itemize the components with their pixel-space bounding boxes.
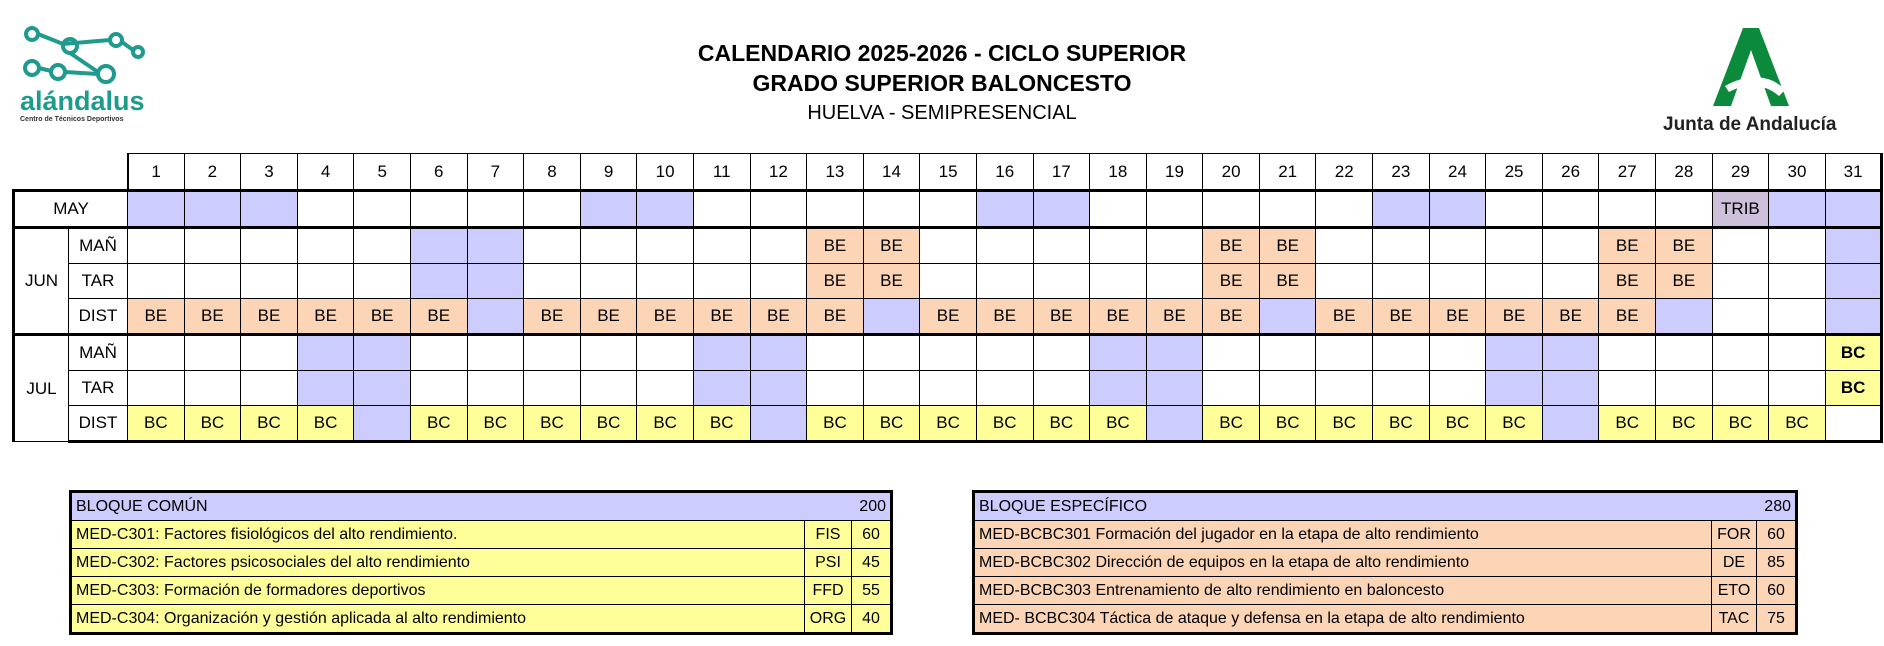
calendar-cell: BC xyxy=(467,406,524,442)
calendar-cell xyxy=(297,371,354,406)
calendar-cell xyxy=(1486,335,1543,371)
calendar-cell xyxy=(128,264,185,299)
calendar-cell xyxy=(1712,264,1769,299)
calendar-cell xyxy=(1033,228,1090,264)
calendar-cell: BC xyxy=(1825,335,1882,371)
page-title xyxy=(0,38,1884,128)
calendar-cell xyxy=(580,335,637,371)
calendar-cell xyxy=(128,335,185,371)
calendar-cell: BE xyxy=(241,299,298,335)
day-header: 23 xyxy=(1373,154,1430,191)
calendar-cell xyxy=(297,191,354,228)
calendar-cell xyxy=(1486,371,1543,406)
calendar-cell xyxy=(1769,299,1826,335)
calendar-cell xyxy=(1656,371,1713,406)
calendar-cell xyxy=(863,371,920,406)
calendar-cell xyxy=(1429,191,1486,228)
day-header: 22 xyxy=(1316,154,1373,191)
calendar-cell: BE xyxy=(1259,228,1316,264)
calendar-cell xyxy=(410,228,467,264)
calendar-cell xyxy=(1259,191,1316,228)
calendar-cell xyxy=(920,335,977,371)
calendar-cell xyxy=(1542,191,1599,228)
legend-bloque-especifico xyxy=(972,490,1798,635)
calendar-cell xyxy=(410,191,467,228)
calendar-cell xyxy=(467,191,524,228)
legend-module-hours: 75 xyxy=(1757,605,1797,634)
day-header: 3 xyxy=(241,154,298,191)
calendar-cell xyxy=(637,191,694,228)
calendar-cell xyxy=(354,191,411,228)
legend-header: BLOQUE ESPECÍFICO xyxy=(974,492,1757,521)
title-line-1: CALENDARIO 2025-2026 - CICLO SUPERIOR xyxy=(697,40,1187,66)
calendar-cell xyxy=(354,228,411,264)
calendar-cell xyxy=(1090,191,1147,228)
calendar-cell xyxy=(1712,299,1769,335)
day-header: 1 xyxy=(128,154,185,191)
calendar-cell xyxy=(1090,371,1147,406)
calendar-cell xyxy=(1769,228,1826,264)
calendar-cell: BC xyxy=(920,406,977,442)
legend-total: 200 xyxy=(852,492,892,521)
calendar-cell xyxy=(1825,406,1882,442)
calendar-cell xyxy=(1373,228,1430,264)
calendar-cell: BC xyxy=(693,406,750,442)
day-header: 10 xyxy=(637,154,694,191)
calendar-cell: BE xyxy=(1090,299,1147,335)
calendar-cell: BE xyxy=(1599,264,1656,299)
calendar-cell xyxy=(241,264,298,299)
calendar-cell xyxy=(1825,299,1882,335)
day-header: 27 xyxy=(1599,154,1656,191)
calendar-cell: BE xyxy=(1373,299,1430,335)
calendar-cell xyxy=(1146,406,1203,442)
calendar-cell xyxy=(637,264,694,299)
calendar-cell: BC xyxy=(1429,406,1486,442)
day-header: 8 xyxy=(524,154,581,191)
calendar-cell xyxy=(1486,264,1543,299)
calendar-cell xyxy=(693,335,750,371)
legend-module-name: MED-C304: Organización y gestión aplicada al alto rendimiento xyxy=(71,605,805,634)
calendar-cell: BE xyxy=(1146,299,1203,335)
title-line-3: HUELVA - SEMIPRESENCIAL xyxy=(807,102,1077,124)
slot-label: DIST xyxy=(69,299,128,335)
day-header: 29 xyxy=(1712,154,1769,191)
legend-module-name: MED-C301: Factores fisiológicos del alto rendimiento. xyxy=(71,521,805,549)
calendar-cell: BC xyxy=(297,406,354,442)
calendar-cell xyxy=(863,299,920,335)
calendar-cell: BE xyxy=(1033,299,1090,335)
legend-module-hours: 60 xyxy=(852,521,892,549)
calendar-cell xyxy=(241,191,298,228)
calendar-cell xyxy=(524,371,581,406)
calendar-cell: BC xyxy=(1373,406,1430,442)
calendar-cell xyxy=(1259,299,1316,335)
slot-label: MAÑ xyxy=(69,228,128,264)
calendar-cell xyxy=(524,264,581,299)
calendar-cell: BE xyxy=(410,299,467,335)
calendar-cell xyxy=(863,191,920,228)
calendar-cell: BE xyxy=(637,299,694,335)
calendar-cell xyxy=(1259,335,1316,371)
calendar-cell xyxy=(750,264,807,299)
calendar-cell: BC xyxy=(637,406,694,442)
calendar-cell xyxy=(1033,335,1090,371)
calendar-cell xyxy=(467,228,524,264)
day-header: 19 xyxy=(1146,154,1203,191)
calendar-cell xyxy=(807,371,864,406)
calendar-cell: BE xyxy=(580,299,637,335)
calendar-cell: BE xyxy=(297,299,354,335)
calendar-cell: BC xyxy=(976,406,1033,442)
calendar-cell xyxy=(1542,228,1599,264)
legend-module-name: MED-BCBC301 Formación del jugador en la etapa de alto rendimiento xyxy=(974,521,1712,549)
calendar-cell xyxy=(637,228,694,264)
month-label: MAY xyxy=(14,191,128,228)
calendar-cell xyxy=(184,228,241,264)
day-header: 7 xyxy=(467,154,524,191)
calendar-cell: BE xyxy=(1486,299,1543,335)
calendar-cell xyxy=(467,264,524,299)
calendar-cell xyxy=(410,264,467,299)
day-header: 24 xyxy=(1429,154,1486,191)
alandalus-brand: alándalus xyxy=(20,86,145,116)
calendar-cell xyxy=(1542,335,1599,371)
calendar-cell: BC xyxy=(1259,406,1316,442)
calendar-cell xyxy=(1316,264,1373,299)
calendar-cell xyxy=(1090,335,1147,371)
calendar-cell: BE xyxy=(184,299,241,335)
calendar-cell xyxy=(807,335,864,371)
calendar-cell xyxy=(184,191,241,228)
calendar-cell xyxy=(976,335,1033,371)
calendar-cell xyxy=(1373,264,1430,299)
calendar-cell xyxy=(976,191,1033,228)
calendar-cell: BE xyxy=(524,299,581,335)
calendar-cell: BC xyxy=(184,406,241,442)
calendar-cell xyxy=(128,228,185,264)
calendar-cell xyxy=(410,371,467,406)
calendar-cell xyxy=(467,371,524,406)
calendar-cell xyxy=(1599,371,1656,406)
calendar-cell: BE xyxy=(863,228,920,264)
calendar-cell xyxy=(1033,264,1090,299)
calendar-cell xyxy=(1486,228,1543,264)
legend-module-hours: 60 xyxy=(1757,577,1797,605)
calendar-cell: BE xyxy=(693,299,750,335)
day-header: 5 xyxy=(354,154,411,191)
calendar-cell: BC xyxy=(128,406,185,442)
calendar-cell xyxy=(580,228,637,264)
legend-module-hours: 45 xyxy=(852,549,892,577)
calendar-cell xyxy=(750,191,807,228)
day-header: 9 xyxy=(580,154,637,191)
calendar-cell xyxy=(1090,228,1147,264)
calendar-cell xyxy=(1033,371,1090,406)
legend-module-code: ETO xyxy=(1712,577,1757,605)
calendar-cell: BE xyxy=(920,299,977,335)
calendar-cell: BC xyxy=(524,406,581,442)
calendar-cell xyxy=(693,371,750,406)
calendar-cell xyxy=(1656,299,1713,335)
calendar-cell xyxy=(1146,335,1203,371)
calendar-cell xyxy=(297,335,354,371)
calendar-cell: BC xyxy=(241,406,298,442)
calendar-cell xyxy=(184,371,241,406)
calendar-cell xyxy=(354,406,411,442)
calendar-cell xyxy=(1259,371,1316,406)
day-header: 17 xyxy=(1033,154,1090,191)
legend-module-name: MED- BCBC304 Táctica de ataque y defensa en la etapa de alto rendimiento xyxy=(974,605,1712,634)
calendar-cell xyxy=(1429,371,1486,406)
calendar-cell: BE xyxy=(1259,264,1316,299)
calendar-cell: BC xyxy=(1825,371,1882,406)
month-label: JUN xyxy=(14,228,69,335)
calendar-cell xyxy=(1316,228,1373,264)
calendar-cell: BE xyxy=(1203,299,1260,335)
legend-module-code: PSI xyxy=(805,549,852,577)
legend-module-hours: 40 xyxy=(852,605,892,634)
calendar-cell: BE xyxy=(128,299,185,335)
calendar-cell: BE xyxy=(1429,299,1486,335)
calendar-cell xyxy=(241,228,298,264)
day-header: 14 xyxy=(863,154,920,191)
calendar-cell xyxy=(1542,406,1599,442)
calendar-cell xyxy=(354,264,411,299)
calendar-cell xyxy=(1542,264,1599,299)
calendar-cell xyxy=(1316,191,1373,228)
calendar-cell xyxy=(1146,228,1203,264)
junta-caption: Junta de Andalucía xyxy=(1663,114,1837,135)
calendar-cell: BC xyxy=(1769,406,1826,442)
calendar-cell xyxy=(750,335,807,371)
calendar-cell: BC xyxy=(580,406,637,442)
calendar-cell xyxy=(1429,264,1486,299)
calendar-cell xyxy=(1373,335,1430,371)
calendar-cell xyxy=(637,371,694,406)
day-header: 25 xyxy=(1486,154,1543,191)
calendar-cell xyxy=(1203,191,1260,228)
calendar-cell xyxy=(1599,191,1656,228)
calendar-cell xyxy=(580,371,637,406)
calendar-cell xyxy=(1769,264,1826,299)
calendar-cell xyxy=(1769,335,1826,371)
calendar-cell xyxy=(693,264,750,299)
calendar-cell xyxy=(1373,371,1430,406)
legend-module-code: DE xyxy=(1712,549,1757,577)
calendar-cell xyxy=(128,191,185,228)
calendar-cell xyxy=(920,191,977,228)
calendar-cell xyxy=(297,264,354,299)
calendar-cell: BC xyxy=(1656,406,1713,442)
calendar-cell: BE xyxy=(807,228,864,264)
calendar-cell xyxy=(1656,335,1713,371)
day-header: 2 xyxy=(184,154,241,191)
calendar-cell xyxy=(580,264,637,299)
calendar-cell: BE xyxy=(354,299,411,335)
calendar-cell xyxy=(1656,191,1713,228)
junta-logo xyxy=(1655,20,1865,140)
calendar-cell: BC xyxy=(1090,406,1147,442)
calendar-cell xyxy=(863,335,920,371)
calendar-cell: BC xyxy=(1486,406,1543,442)
legend-module-name: MED-BCBC303 Entrenamiento de alto rendimiento en baloncesto xyxy=(974,577,1712,605)
day-header: 31 xyxy=(1825,154,1882,191)
calendar-cell: BE xyxy=(1203,264,1260,299)
calendar-cell xyxy=(1203,371,1260,406)
calendar-cell: BE xyxy=(750,299,807,335)
calendar-cell xyxy=(750,228,807,264)
calendar-cell xyxy=(297,228,354,264)
day-header: 18 xyxy=(1090,154,1147,191)
calendar-cell xyxy=(467,299,524,335)
month-label: JUL xyxy=(14,335,69,442)
calendar-cell xyxy=(410,335,467,371)
legend-total: 280 xyxy=(1757,492,1797,521)
legend-module-code: ORG xyxy=(805,605,852,634)
calendar-cell xyxy=(1825,228,1882,264)
slot-label: MAÑ xyxy=(69,335,128,371)
legend-module-hours: 85 xyxy=(1757,549,1797,577)
calendar-cell xyxy=(524,191,581,228)
day-header: 30 xyxy=(1769,154,1826,191)
calendar-cell xyxy=(1486,191,1543,228)
calendar-cell xyxy=(1542,371,1599,406)
calendar-cell: BE xyxy=(1599,299,1656,335)
day-header: 6 xyxy=(410,154,467,191)
calendar-cell xyxy=(184,335,241,371)
calendar-cell: BC xyxy=(410,406,467,442)
calendar-cell xyxy=(976,371,1033,406)
calendar-cell: BC xyxy=(807,406,864,442)
calendar-cell xyxy=(750,371,807,406)
calendar-cell xyxy=(1769,371,1826,406)
legend-bloque-comun xyxy=(69,490,893,635)
legend-module-name: MED-C302: Factores psicosociales del alto rendimiento xyxy=(71,549,805,577)
calendar-cell xyxy=(920,228,977,264)
calendar-cell xyxy=(1090,264,1147,299)
calendar-cell xyxy=(524,228,581,264)
legend-module-code: TAC xyxy=(1712,605,1757,634)
calendar-cell xyxy=(184,264,241,299)
calendar-cell xyxy=(1146,264,1203,299)
day-header: 15 xyxy=(920,154,977,191)
legend-module-hours: 55 xyxy=(852,577,892,605)
slot-label: TAR xyxy=(69,371,128,406)
day-header: 4 xyxy=(297,154,354,191)
legend-module-code: FIS xyxy=(805,521,852,549)
calendar-table xyxy=(12,153,1883,443)
calendar-cell xyxy=(1712,371,1769,406)
calendar-cell xyxy=(580,191,637,228)
calendar-corner xyxy=(14,154,128,191)
calendar-cell xyxy=(920,371,977,406)
calendar-cell: BE xyxy=(976,299,1033,335)
day-header: 26 xyxy=(1542,154,1599,191)
calendar-cell xyxy=(976,228,1033,264)
legend-module-hours: 60 xyxy=(1757,521,1797,549)
legend-module-name: MED-C303: Formación de formadores deportivos xyxy=(71,577,805,605)
calendar-cell xyxy=(1316,335,1373,371)
calendar-cell xyxy=(1203,335,1260,371)
legend-module-code: FOR xyxy=(1712,521,1757,549)
legend-module-name: MED-BCBC302 Dirección de equipos en la etapa de alto rendimiento xyxy=(974,549,1712,577)
day-header: 16 xyxy=(976,154,1033,191)
calendar-cell xyxy=(1712,228,1769,264)
calendar-cell xyxy=(976,264,1033,299)
calendar-cell xyxy=(1825,191,1882,228)
calendar-cell xyxy=(241,371,298,406)
calendar-cell xyxy=(1033,191,1090,228)
calendar-cell: BC xyxy=(863,406,920,442)
calendar-cell xyxy=(524,335,581,371)
slot-label: TAR xyxy=(69,264,128,299)
calendar-cell xyxy=(1429,335,1486,371)
legend-module-code: FFD xyxy=(805,577,852,605)
day-header: 13 xyxy=(807,154,864,191)
calendar-cell xyxy=(1825,264,1882,299)
calendar-cell: BE xyxy=(1542,299,1599,335)
calendar-cell xyxy=(693,191,750,228)
slot-label: DIST xyxy=(69,406,128,442)
day-header: 28 xyxy=(1656,154,1713,191)
junta-a-icon xyxy=(1655,20,1865,112)
calendar-cell: BE xyxy=(1203,228,1260,264)
calendar-cell: BE xyxy=(1599,228,1656,264)
calendar-cell xyxy=(750,406,807,442)
calendar-cell xyxy=(1146,191,1203,228)
calendar-cell xyxy=(637,335,694,371)
day-header: 20 xyxy=(1203,154,1260,191)
calendar-cell: BE xyxy=(1656,264,1713,299)
calendar-cell: BE xyxy=(807,299,864,335)
calendar-cell: BC xyxy=(1033,406,1090,442)
calendar-cell: TRIB xyxy=(1712,191,1769,228)
calendar-cell xyxy=(354,371,411,406)
title-line-2: GRADO SUPERIOR BALONCESTO xyxy=(752,70,1132,96)
calendar-cell xyxy=(241,335,298,371)
calendar-cell xyxy=(354,335,411,371)
calendar-cell: BE xyxy=(1656,228,1713,264)
calendar-cell xyxy=(1146,371,1203,406)
calendar-cell: BE xyxy=(807,264,864,299)
calendar-cell xyxy=(1712,335,1769,371)
legend-header: BLOQUE COMÚN xyxy=(71,492,852,521)
calendar-cell xyxy=(1769,191,1826,228)
calendar-cell: BC xyxy=(1599,406,1656,442)
calendar-cell xyxy=(807,191,864,228)
calendar-cell xyxy=(1599,335,1656,371)
day-header: 12 xyxy=(750,154,807,191)
day-header: 11 xyxy=(693,154,750,191)
calendar-cell xyxy=(128,371,185,406)
calendar-cell: BE xyxy=(1316,299,1373,335)
calendar-cell: BC xyxy=(1203,406,1260,442)
calendar-cell: BC xyxy=(1712,406,1769,442)
calendar-cell: BC xyxy=(1316,406,1373,442)
day-header: 21 xyxy=(1259,154,1316,191)
calendar-cell xyxy=(1316,371,1373,406)
calendar-cell xyxy=(693,228,750,264)
calendar-cell xyxy=(1373,191,1430,228)
calendar-cell xyxy=(1429,228,1486,264)
calendar-cell xyxy=(467,335,524,371)
calendar-cell xyxy=(920,264,977,299)
alandalus-subtitle: Centro de Técnicos Deportivos xyxy=(20,116,124,123)
calendar-cell: BE xyxy=(863,264,920,299)
